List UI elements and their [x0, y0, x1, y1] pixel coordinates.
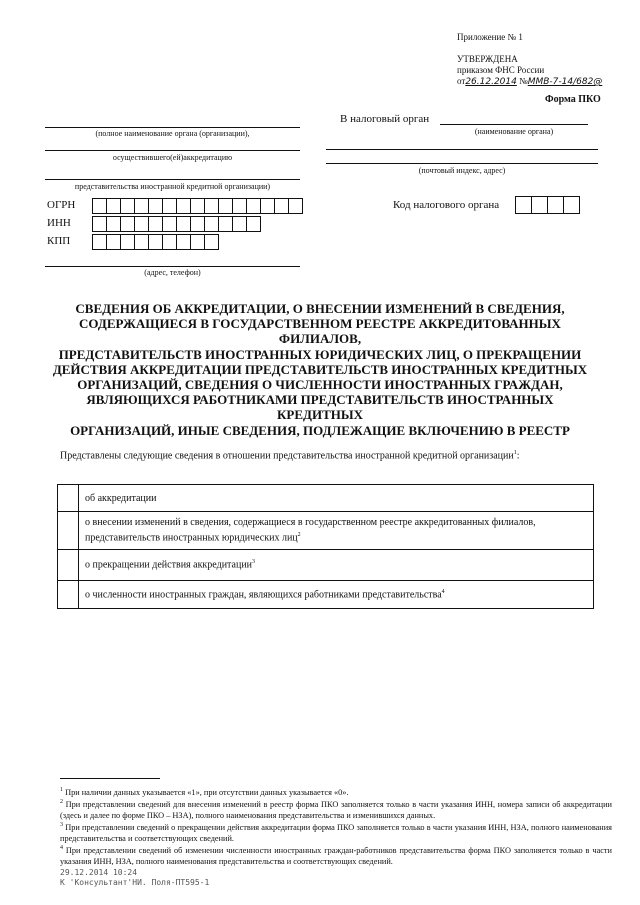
option-row [58, 512, 594, 550]
tax-code-label: Код налогового органа [393, 199, 500, 211]
stamp-line: 29.12.2014 10:24 [60, 868, 138, 877]
title-line: ПРЕДСТАВИТЕЛЬСТВ ИНОСТРАННЫХ ЮРИДИЧЕСКИХ ЛИЦ, О ПРЕКРАЩЕНИИ [58, 346, 582, 362]
ogrn-label: ОГРН [47, 199, 76, 211]
document-title [50, 301, 590, 438]
footnote-4: $^4$ При представлении сведений об изменении численности иностранных граждан-работников представительства форма ПКО заполняется только в части указания ИНН, НЗА, полного наименования представительства и соответствующих сведений. [60, 845, 612, 867]
inn-label: ИНН [47, 217, 71, 229]
order-date: 26.12.2014 [465, 77, 517, 87]
tax-code-cells[interactable] [515, 196, 580, 214]
title-line: СВЕДЕНИЯ ОБ АККРЕДИТАЦИИ, О ВНЕСЕНИИ ИЗМЕНЕНИЙ В СВЕДЕНИЯ, [75, 301, 565, 316]
postal-line-2[interactable] [326, 163, 598, 164]
title-line: СОДЕРЖАЩИЕСЯ В ГОСУДАРСТВЕННОМ РЕЕСТРЕ АККРЕДИТОВАННЫХ ФИЛИАЛОВ, [79, 316, 561, 347]
intro-text: Представлены следующие сведения в отношении представительства иностранной кредитной организации$^1$: [60, 450, 520, 462]
option-text: о прекращении действия аккредитации$^3$ [79, 550, 594, 581]
intro-label: Представлены следующие сведения в отношении представительства иностранной кредитной организации [60, 450, 514, 462]
option-text: о внесении изменений в сведения, содержащиеся в государственном реестре аккредитованных филиалов, представительств иностранных юридических лиц$^2$ [79, 512, 594, 550]
option-row [58, 581, 594, 609]
kpp-cells[interactable] [92, 234, 219, 250]
footnote-1: $^1$ При наличии данных указывается «1», при отсутствии данных указывается «0». [60, 787, 349, 797]
option-row [58, 550, 594, 581]
appendix-label: Приложение № 1 [457, 32, 523, 42]
options-table [57, 484, 594, 609]
tax-org-caption: (наименование органа) [474, 127, 554, 136]
org-name-caption: (полное наименование органа (организации), [95, 129, 250, 138]
order-date-prefix: от [457, 76, 466, 86]
accreditation-line [45, 150, 300, 151]
footnote-separator [60, 778, 160, 779]
title-line: ДЕЙСТВИЯ АККРЕДИТАЦИИ ПРЕДСТАВИТЕЛЬСТВ ИНОСТРАННЫХ КРЕДИТНЫХ [52, 361, 588, 377]
order-details [457, 76, 602, 87]
address-line [45, 266, 300, 267]
tax-org-line[interactable] [440, 124, 588, 125]
form-name: Форма ПКО [545, 94, 601, 105]
representation-caption: представительства иностранной кредитной организации) [74, 182, 271, 191]
ogrn-cells[interactable] [92, 198, 303, 214]
postal-line-1[interactable] [326, 149, 598, 150]
title-line: ЯВЛЯЮЩИХСЯ РАБОТНИКАМИ ПРЕДСТАВИТЕЛЬСТВ ИНОСТРАННЫХ КРЕДИТНЫХ [86, 392, 554, 423]
option-text: об аккредитации [79, 485, 594, 512]
stamp-line: К 'Консультант'НИ. Поля-ПТ595-1 [60, 878, 210, 887]
option-checkbox[interactable] [58, 550, 79, 581]
tax-org-label: В налоговый орган [340, 113, 430, 125]
order-label: приказом ФНС России [457, 65, 545, 75]
title-line: ОРГАНИЗАЦИЙ, ИНЫЕ СВЕДЕНИЯ, ПОДЛЕЖАЩИЕ ВКЛЮЧЕНИЮ В РЕЕСТР [70, 422, 570, 438]
org-name-line [45, 127, 300, 128]
option-checkbox[interactable] [58, 512, 79, 550]
option-checkbox[interactable] [58, 581, 79, 609]
approved-label: УТВЕРЖДЕНА [457, 54, 518, 64]
inn-cells[interactable] [92, 216, 261, 232]
footnote-3: $^3$ При представлении сведений о прекращении действия аккредитации форма ПКО заполняется только в части указания ИНН, НЗА, полного наименования представительства и соответствующих сведений. [60, 822, 613, 844]
title-line: ОРГАНИЗАЦИЙ, СВЕДЕНИЯ О ЧИСЛЕННОСТИ ИНОСТРАННЫХ ГРАЖДАН, [77, 377, 563, 393]
option-checkbox[interactable] [58, 485, 79, 512]
accreditation-caption: осуществившего(ей)аккредитацию [112, 153, 233, 162]
print-stamp [60, 868, 209, 888]
option-text: о численности иностранных граждан, являющихся работниками представительства$^4$ [79, 581, 594, 609]
kpp-label: КПП [47, 235, 71, 247]
footnote-2: $^2$ При представлении сведений для внесения изменений в реестр форма ПКО заполняется только в части указания ИНН, номера записи об аккредитации (здесь и далее по форме ПКО – НЗА), полного наименования представительства и изменившихся данных. [60, 799, 612, 821]
postal-caption: (почтовый индекс, адрес) [418, 166, 506, 175]
representation-line [45, 179, 300, 180]
address-caption: (адрес, телефон) [144, 268, 201, 277]
order-number: ММВ-7-14/682@ [527, 77, 603, 87]
option-row [58, 485, 594, 512]
intro-footnote-ref: 1 [513, 450, 517, 456]
order-no-prefix: № [519, 76, 528, 86]
